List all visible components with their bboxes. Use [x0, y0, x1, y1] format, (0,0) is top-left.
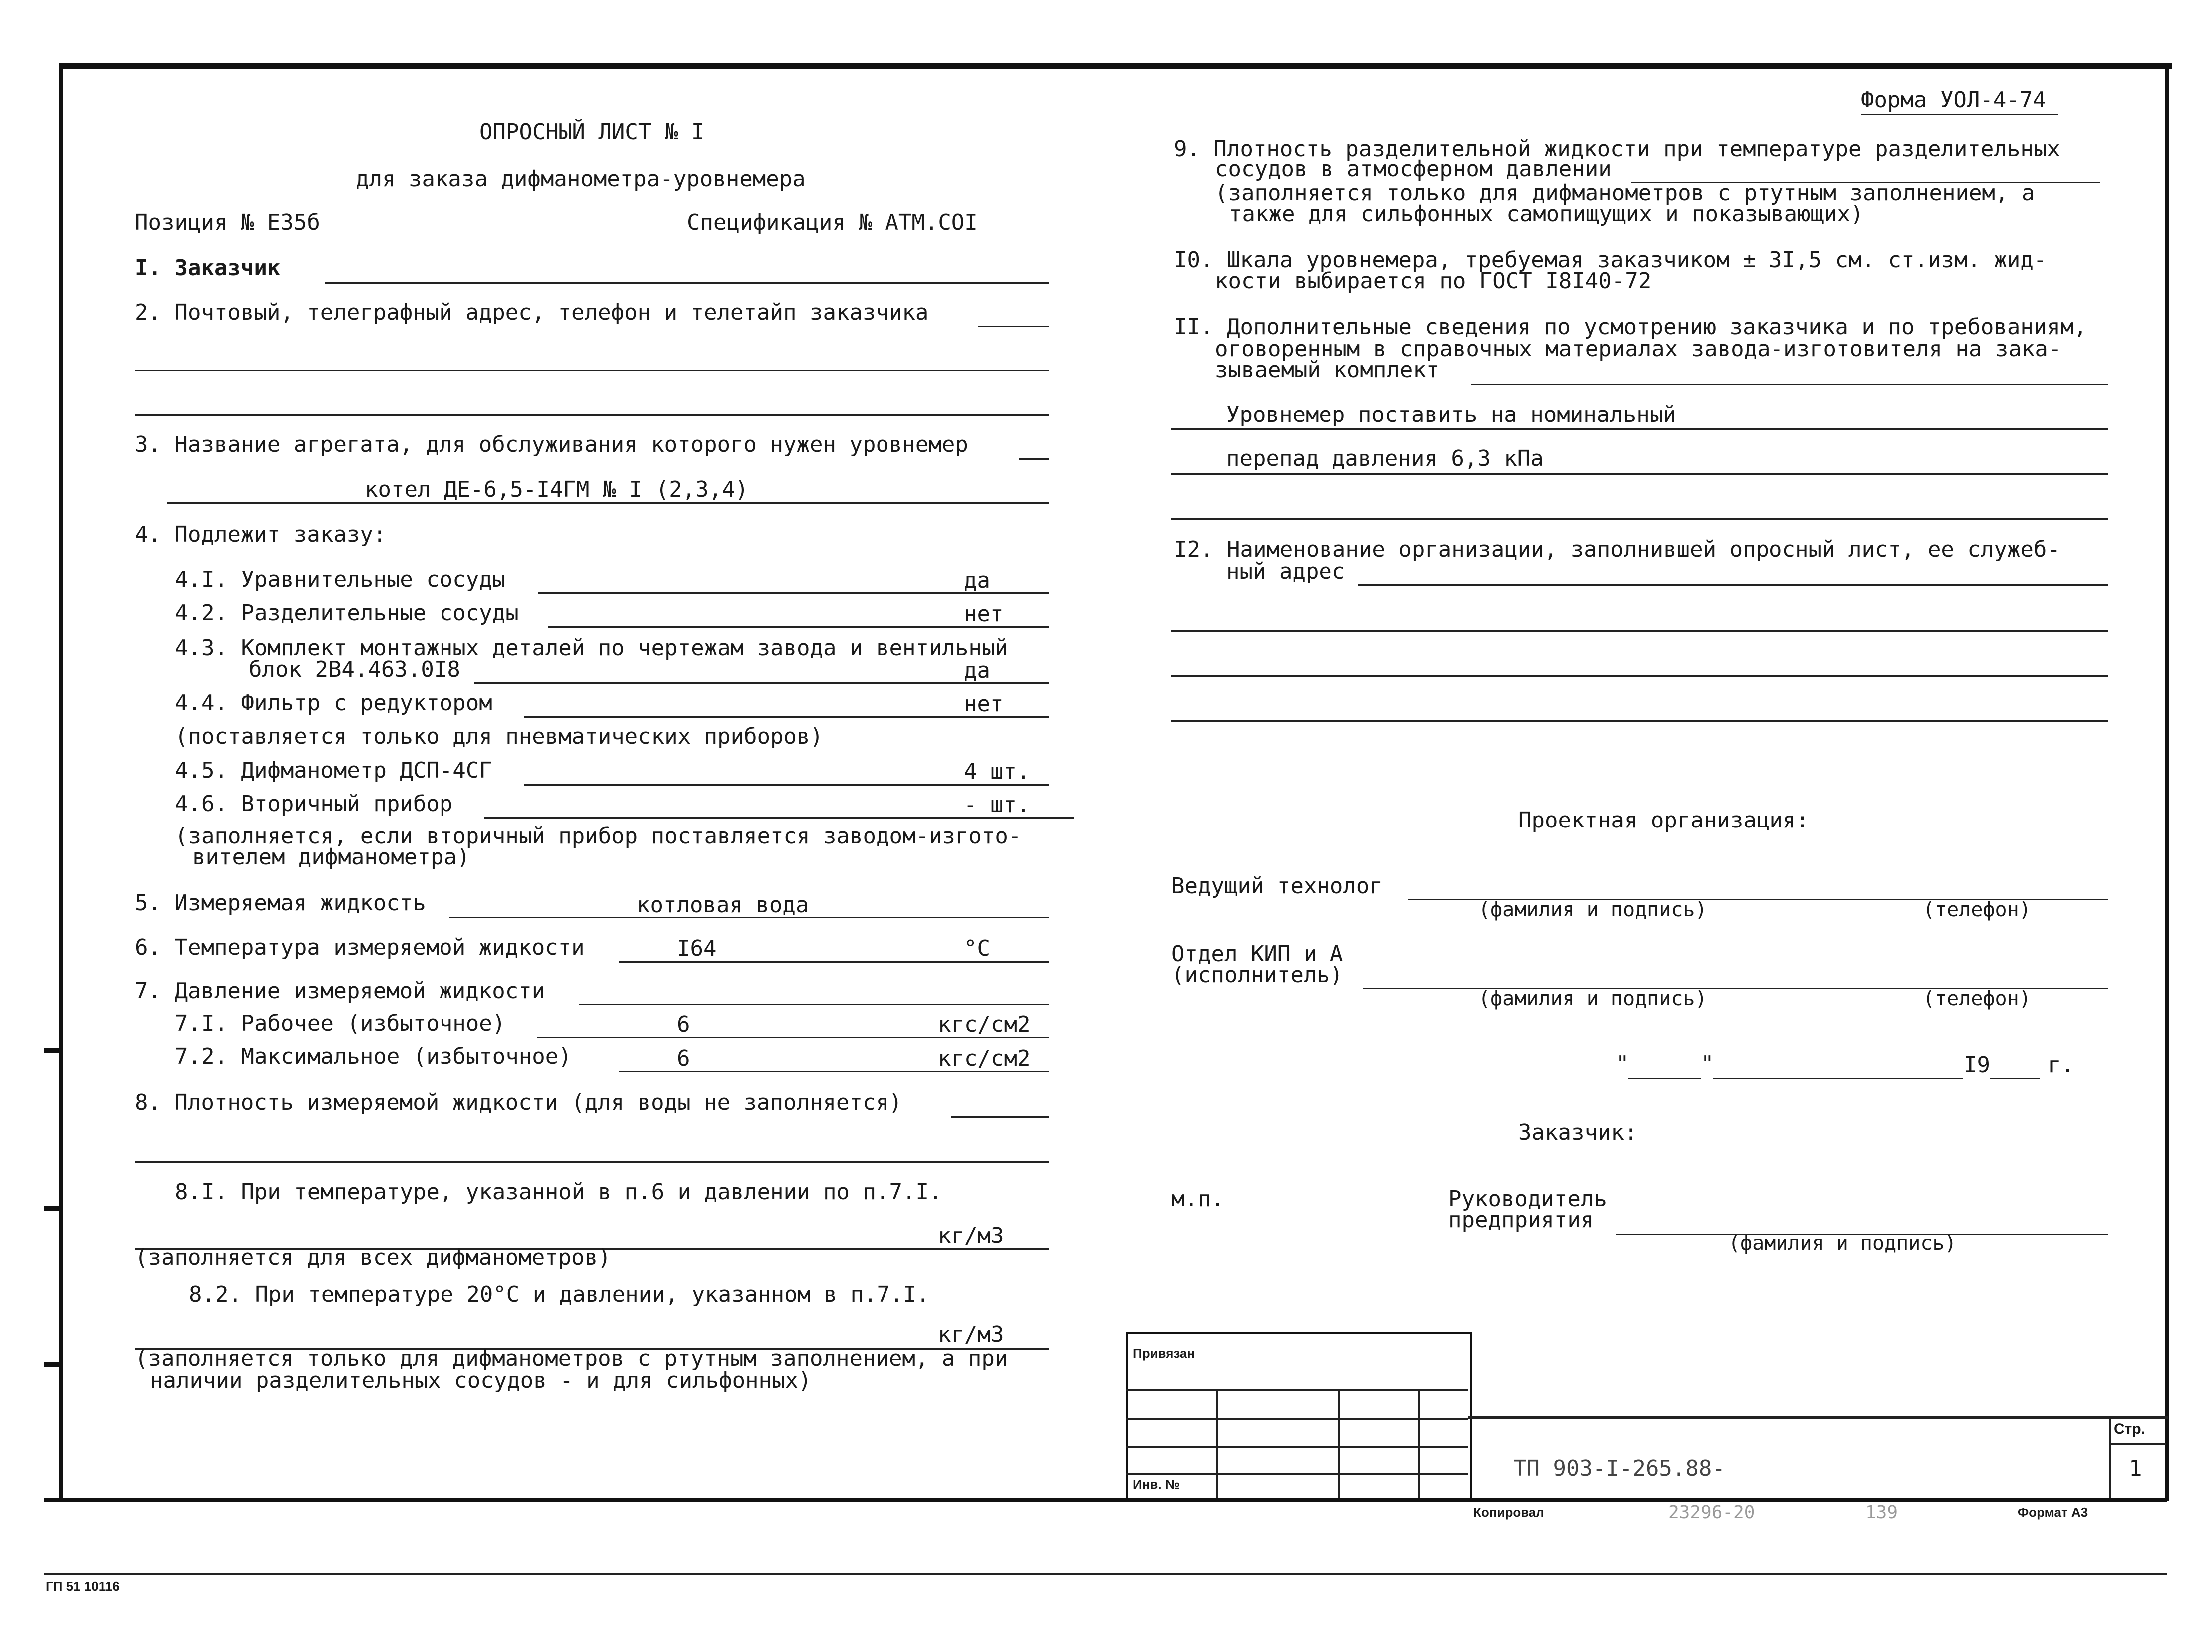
q9-line1: 9. Плотность разделительной жидкости при температуре разделительных [1174, 136, 2060, 162]
q6-temperature: 6. Температура измеряемой жидкости [135, 935, 585, 960]
q11-field[interactable] [1471, 384, 2108, 385]
q46-note-line2: вителем дифманометра) [192, 844, 470, 870]
address-field-line[interactable] [135, 370, 1049, 371]
date-close-quote: " [1701, 1051, 1714, 1077]
q81-label: 8.I. При температуре, указанной в п.6 и давлении по п.7.I. [175, 1179, 942, 1205]
stamp-inv-label: Инв. № [1133, 1477, 1180, 1492]
page-bottom-line [44, 1573, 2167, 1575]
q12-field-line[interactable] [1171, 630, 2108, 632]
q6-value: I64 [677, 936, 717, 961]
q72-value: 6 [677, 1046, 690, 1071]
stamp-linked-label: Привязан [1133, 1346, 1195, 1361]
q9-note-line1: (заполняется только для дифманометров с ртутным заполнением, а [1215, 180, 2035, 206]
binding-mark [44, 1362, 61, 1367]
q43-field[interactable] [474, 682, 1049, 684]
page-number: 1 [2129, 1456, 2142, 1481]
copied-label: Копировал [1473, 1505, 1544, 1520]
q1-customer: I. Заказчик [135, 255, 281, 281]
frame-left-border [59, 63, 63, 1501]
q12-field-line[interactable] [1171, 675, 2108, 677]
q11-extra-line[interactable] [1171, 518, 2108, 520]
frame-bottom-border [44, 1498, 2167, 1502]
head-label-line2: предприятия [1448, 1207, 1594, 1233]
q82-note-line2: наличии разделительных сосудов - и для сильфонных) [150, 1368, 812, 1393]
q4-order: 4. Подлежит заказу: [135, 522, 387, 547]
page-label: Стр. [2114, 1421, 2146, 1437]
kip-dept-label: Отдел КИП и А [1171, 941, 1343, 967]
stamp-page-line [2109, 1443, 2166, 1445]
date-day-field[interactable] [1628, 1078, 1701, 1079]
address-field-line[interactable] [135, 414, 1049, 416]
stamp-row-line [1126, 1446, 1468, 1448]
q7-field[interactable] [579, 1004, 1049, 1005]
q11-answer2-line[interactable] [1171, 473, 2108, 475]
year-suffix: г. [2048, 1052, 2074, 1078]
q71-value: 6 [677, 1012, 690, 1037]
phone-hint: (телефон) [1923, 898, 2031, 921]
q43-label-line2: блок 2В4.463.0I8 [249, 657, 460, 682]
stamp-row-line [1126, 1418, 1468, 1420]
binding-mark [44, 1206, 61, 1211]
frame-right-border [2165, 63, 2169, 1501]
design-org-heading: Проектная организация: [1518, 808, 1809, 833]
frame-top-border [59, 63, 2172, 69]
q44-label: 4.4. Фильтр с редуктором [175, 690, 492, 716]
q11-line1: II. Дополнительные сведения по усмотрению заказчика и по требованиям, [1174, 314, 2087, 340]
q11-line2: оговоренным в справочных материалах завода-изготовителя на зака- [1215, 336, 2062, 362]
unit-field[interactable] [1019, 458, 1049, 460]
stamp-row-line [1126, 1473, 1468, 1475]
footer-code: ГП 51 10116 [46, 1579, 120, 1594]
q12-field[interactable] [1358, 584, 2108, 586]
stamp-col-line [1418, 1389, 1420, 1498]
signature-hint: (фамилия и подпись) [1728, 1232, 1957, 1255]
q43-label-line1: 4.3. Комплект монтажных деталей по чертежам завода и вентильный [175, 635, 1008, 661]
signature-hint: (фамилия и подпись) [1478, 898, 1707, 921]
q46-label: 4.6. Вторичный прибор [175, 791, 453, 817]
q7-pressure: 7. Давление измеряемой жидкости [135, 978, 545, 1004]
q6-unit: °С [964, 936, 990, 961]
q10-line1: I0. Шкала уровнемера, требуемая заказчиком ± 3I,5 см. ст.изм. жид- [1174, 247, 2047, 273]
specification-number: Спецификация № АТМ.СОI [687, 210, 978, 235]
q11-answer1-line[interactable] [1171, 428, 2108, 430]
q71-label: 7.I. Рабочее (избыточное) [175, 1011, 506, 1036]
q81-unit: кг/м3 [938, 1223, 1004, 1248]
underline [1861, 114, 2058, 115]
q12-field-line[interactable] [1171, 720, 2108, 722]
q2-address: 2. Почтовый, телеграфный адрес, телефон и телетайп заказчика [135, 300, 929, 325]
q5-liquid: 5. Измеряемая жидкость [135, 890, 426, 916]
customer-field[interactable] [325, 282, 1049, 284]
address-field[interactable] [978, 326, 1049, 327]
q46-value: - шт. [964, 792, 1030, 818]
q44-note: (поставляется только для пневматических приборов) [175, 724, 824, 749]
q82-label: 8.2. При температуре 20°С и давлении, указанном в п.7.I. [189, 1282, 930, 1307]
q71-unit: кгс/см2 [938, 1012, 1031, 1037]
q12-line1: I2. Наименование организации, заполнившей опросный лист, ее служеб- [1174, 537, 2060, 562]
date-open-quote: " [1616, 1051, 1629, 1077]
q41-label: 4.I. Уравнительные сосуды [175, 567, 506, 592]
unit-answer-line [167, 502, 1049, 504]
year-prefix: I9 [1964, 1052, 1990, 1078]
q41-value: да [964, 568, 990, 593]
copy-sheet: 139 [1865, 1502, 1898, 1523]
q11-answer1: Уровнемер поставить на номинальный [1226, 402, 1676, 427]
unit-answer: котел ДЕ-6,5-I4ГМ № I (2,3,4) [365, 477, 749, 502]
q11-answer2: перепад давления 6,3 кПа [1226, 446, 1544, 471]
form-subtitle: для заказа дифманометра-уровнемера [356, 166, 806, 192]
q10-line2: кости выбирается по ГОСТ I8I40-72 [1215, 268, 1652, 294]
q11-line3: зываемый комплект [1215, 357, 1440, 383]
lead-technologist-label: Ведущий технолог [1171, 873, 1383, 899]
q8-field-line[interactable] [135, 1161, 1049, 1163]
form-code: Форма УОЛ-4-74 [1861, 87, 2046, 113]
q82-note-line1: (заполняется только для дифманометров с ртутным заполнением, а при [135, 1346, 1008, 1371]
stamp-doc-top-line [1468, 1416, 2168, 1419]
form-title: ОПРОСНЫЙ ЛИСТ № I [479, 119, 705, 145]
stamp-row-line [1126, 1389, 1468, 1391]
date-month-field[interactable] [1713, 1078, 1963, 1079]
binding-mark [44, 1048, 61, 1053]
copy-number: 23296-20 [1668, 1502, 1755, 1523]
customer-heading: Заказчик: [1518, 1120, 1638, 1145]
format-label: Формат А3 [2018, 1505, 2088, 1520]
q44-value: нет [964, 691, 1004, 717]
q42-value: нет [964, 601, 1004, 627]
stamp-col-line [1338, 1389, 1340, 1498]
q3-unit-name: 3. Название агрегата, для обслуживания которого нужен уровнемер [135, 432, 968, 457]
stamp-col-line [1216, 1389, 1218, 1498]
q5-value: котловая вода [637, 892, 809, 918]
kip-executor-label: (исполнитель) [1171, 962, 1343, 988]
q12-line2: ный адрес [1226, 559, 1345, 584]
q43-value: да [964, 658, 990, 683]
stamp-page-divider [2109, 1416, 2111, 1498]
q42-label: 4.2. Разделительные сосуды [175, 600, 519, 626]
q72-label: 7.2. Максимальное (избыточное) [175, 1044, 572, 1069]
position-number: Позиция № Е35б [135, 210, 320, 235]
q8-field[interactable] [951, 1116, 1049, 1118]
phone-hint: (телефон) [1923, 987, 2031, 1010]
q82-unit: кг/м3 [938, 1322, 1004, 1347]
q45-field[interactable] [524, 784, 1049, 786]
q8-density: 8. Плотность измеряемой жидкости (для воды не заполняется) [135, 1090, 902, 1115]
q9-note-line2: также для сильфонных самопищущих и показывающих) [1229, 201, 1864, 227]
q46-note-line1: (заполняется, если вторичный прибор поставляется заводом-изгото- [175, 824, 1022, 849]
seal-place: м.п. [1171, 1186, 1224, 1212]
head-label-line1: Руководитель [1448, 1186, 1607, 1212]
q72-unit: кгс/см2 [938, 1046, 1031, 1071]
q81-note: (заполняется для всех дифманометров) [135, 1245, 611, 1270]
q45-label: 4.5. Дифманометр ДСП-4СГ [175, 758, 492, 783]
q6-field[interactable] [619, 961, 1049, 963]
signature-hint: (фамилия и подпись) [1478, 987, 1707, 1010]
q9-line2: сосудов в атмосферном давлении [1215, 156, 1612, 182]
document-code: ТП 903-I-265.88- [1513, 1456, 1725, 1481]
q45-value: 4 шт. [964, 759, 1030, 784]
date-year-field[interactable] [1990, 1078, 2040, 1079]
